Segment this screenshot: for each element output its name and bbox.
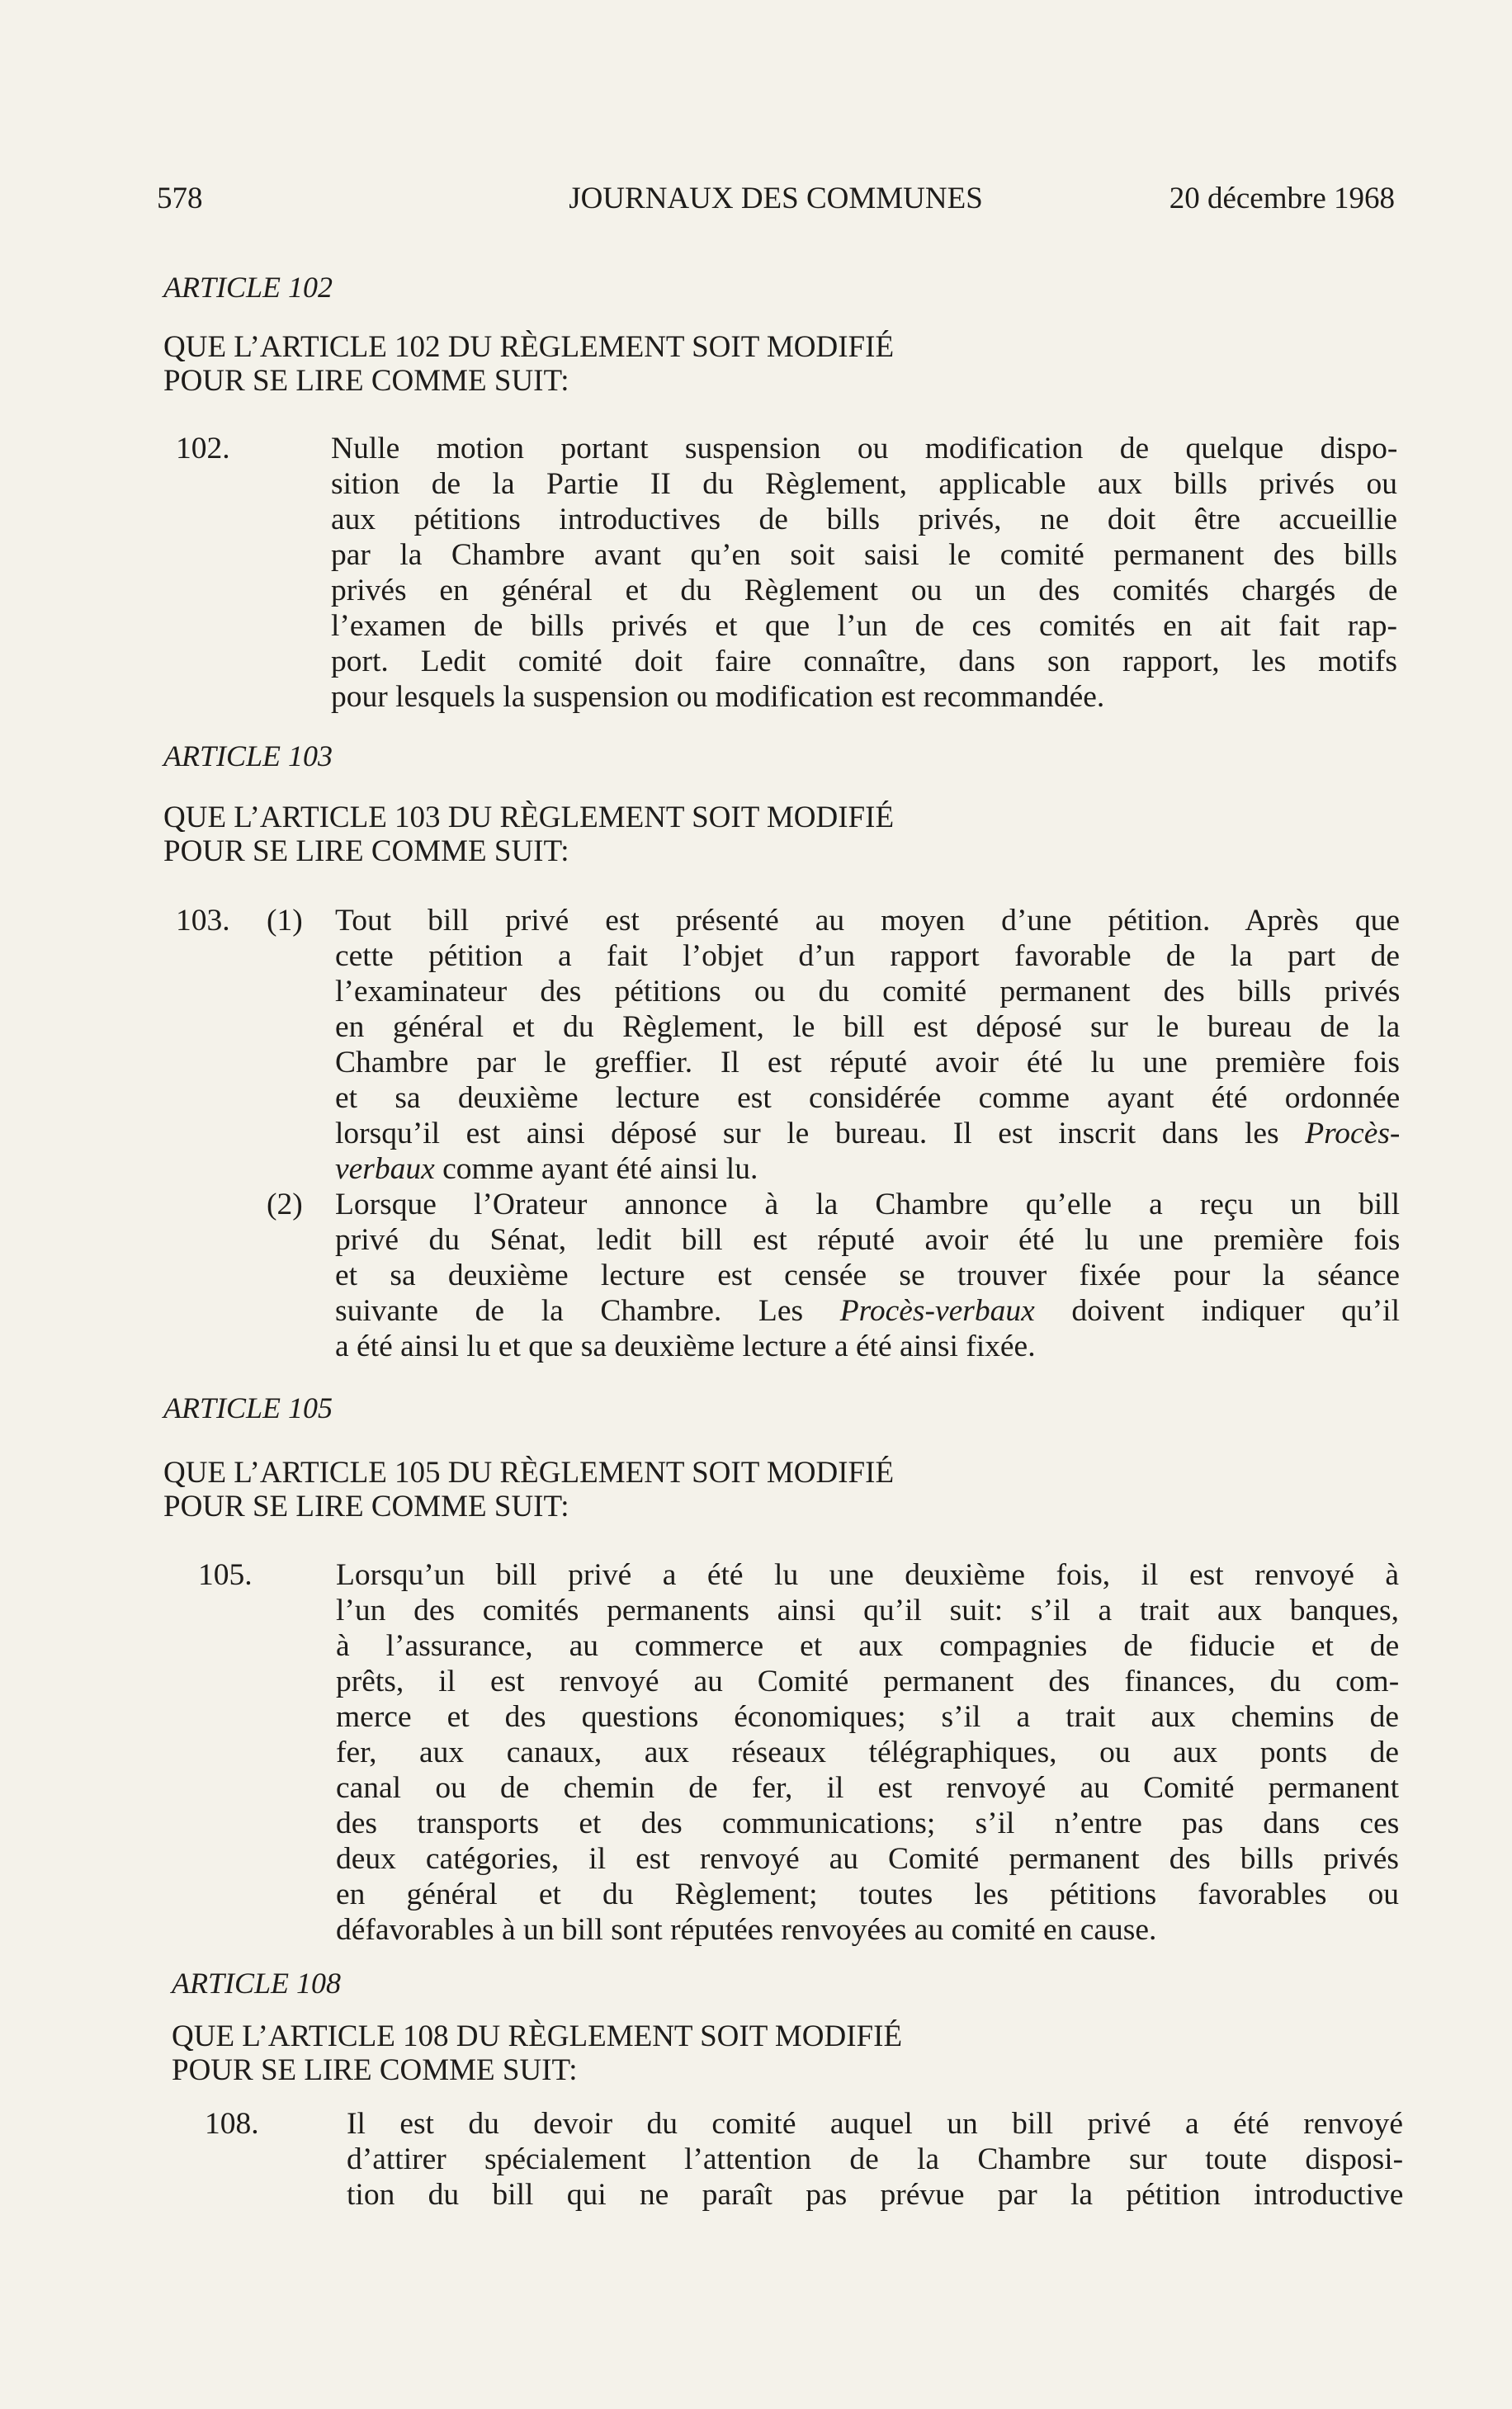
section-number: 108.: [205, 2107, 259, 2141]
resolution-line: QUE L’ARTICLE 103 DU RÈGLEMENT SOIT MODIFIÉ: [163, 801, 895, 834]
text-line: l’examinateur des pétitions ou du comité permanent des bills privés: [335, 975, 1401, 1008]
resolution-line: POUR SE LIRE COMME SUIT:: [172, 2053, 578, 2087]
section-body: [336, 1557, 1399, 1948]
section-body: [347, 2106, 1403, 2213]
text-line: en général et du Règlement; toutes les pétitions favorables ou: [336, 1878, 1399, 1911]
text-line: à l’assurance, au commerce et aux compagnies de fiducie et de: [336, 1629, 1400, 1663]
resolution-108: [172, 2019, 902, 2087]
text-line: privés en général et du Règlement ou un des comités chargés de: [331, 574, 1398, 607]
article-heading-102: ARTICLE 102: [163, 271, 333, 304]
article-heading-108: ARTICLE 108: [172, 1967, 342, 2000]
text-line: Nulle motion portant suspension ou modification de quelque dispo-: [331, 432, 1398, 465]
text-line: et sa deuxième lecture est censée se trouver fixée pour la séance: [335, 1259, 1400, 1292]
resolution-line: QUE L’ARTICLE 105 DU RÈGLEMENT SOIT MODIFIÉ: [163, 1456, 895, 1490]
text-line: pour lesquels la suspension ou modification est recommandée.: [331, 680, 1105, 714]
text-line: l’examen de bills privés et que l’un de ces comités en ait fait rap-: [331, 609, 1397, 643]
resolution-line: POUR SE LIRE COMME SUIT:: [163, 364, 569, 398]
text-line: suivante de la Chambre. Les Procès-verbaux doivent indiquer qu’il: [335, 1294, 1401, 1328]
text-line: Lorsqu’un bill privé a été lu une deuxième fois, il est renvoyé à: [336, 1558, 1399, 1592]
text-line: lorsqu’il est ainsi déposé sur le bureau. Il est inscrit dans les Procès-: [335, 1117, 1401, 1150]
article-heading-103: ARTICLE 103: [163, 739, 333, 772]
text-line: défavorables à un bill sont réputées renvoyées au comité en cause.: [336, 1913, 1157, 1947]
resolution-line: POUR SE LIRE COMME SUIT:: [163, 1490, 569, 1523]
header-date: 20 décembre 1968: [1169, 182, 1395, 215]
text-line: et sa deuxième lecture est considérée comme ayant été ordonnée: [335, 1081, 1401, 1115]
text-line: prêts, il est renvoyé au Comité permanent des finances, du com-: [336, 1665, 1400, 1698]
text-line: Il est du devoir du comité auquel un bill privé a été renvoyé: [347, 2107, 1403, 2141]
section-number: 103.: [176, 904, 230, 938]
text-line: par la Chambre avant qu’en soit saisi le comité permanent des bills: [331, 538, 1397, 572]
text-line: d’attirer spécialement l’attention de la Chambre sur toute disposi-: [347, 2142, 1404, 2176]
text-line: a été ainsi lu et que sa deuxième lecture a été ainsi fixée.: [335, 1330, 1036, 1363]
text-line: sition de la Partie II du Règlement, applicable aux bills privés ou: [331, 467, 1397, 501]
proces-verbaux-italic: Procès-: [1305, 1117, 1401, 1150]
proces-verbaux-italic: verbaux: [335, 1152, 435, 1186]
subsection-1-body: [335, 903, 1400, 1187]
section-number: 102.: [176, 432, 230, 465]
text-line: deux catégories, il est renvoyé au Comité permanent des bills privés: [336, 1842, 1399, 1876]
text-line: privé du Sénat, ledit bill est réputé avoir été lu une première fois: [335, 1223, 1401, 1257]
text-line: cette pétition a fait l’objet d’un rapport favorable de la part de: [335, 939, 1400, 973]
section-body: [331, 431, 1397, 715]
text-line: Tout bill privé est présenté au moyen d’une pétition. Après que: [335, 904, 1401, 938]
text-line: aux pétitions introductives de bills privés, ne doit être accueillie: [331, 503, 1398, 536]
text-line: fer, aux canaux, aux réseaux télégraphiques, ou aux ponts de: [336, 1736, 1399, 1769]
text-line: Chambre par le greffier. Il est réputé avoir été lu une première fois: [335, 1046, 1400, 1079]
text-line: Lorsque l’Orateur annonce à la Chambre qu’elle a reçu un bill: [335, 1188, 1400, 1221]
resolution-line: POUR SE LIRE COMME SUIT:: [163, 834, 569, 868]
resolution-line: QUE L’ARTICLE 108 DU RÈGLEMENT SOIT MODIFIÉ: [172, 2019, 903, 2053]
subsection-2-body: [335, 1187, 1400, 1364]
resolution-102: [163, 330, 894, 398]
subsection-number: (1): [267, 904, 303, 938]
text-line: tion du bill qui ne paraît pas prévue par la pétition introductive: [347, 2178, 1404, 2212]
resolution-line: QUE L’ARTICLE 102 DU RÈGLEMENT SOIT MODIFIÉ: [163, 330, 895, 364]
subsection-number: (2): [267, 1188, 303, 1221]
page-header: [157, 178, 1395, 220]
page-number: 578: [157, 182, 203, 215]
resolution-103: [163, 801, 894, 868]
article-heading-105: ARTICLE 105: [163, 1391, 333, 1424]
text-line: en général et du Règlement, le bill est déposé sur le bureau de la: [335, 1010, 1401, 1044]
text-line: des transports et des communications; s’il n’entre pas dans ces: [336, 1807, 1400, 1840]
text-line: port. Ledit comité doit faire connaître, dans son rapport, les motifs: [331, 645, 1397, 678]
text-line: merce et des questions économiques; s’il a trait aux chemins de: [336, 1700, 1399, 1734]
text-line: l’un des comités permanents ainsi qu’il suit: s’il a trait aux banques,: [336, 1594, 1399, 1627]
resolution-105: [163, 1456, 894, 1523]
text-line: verbaux comme ayant été ainsi lu.: [335, 1152, 758, 1186]
text-line: canal ou de chemin de fer, il est renvoyé au Comité permanent: [336, 1771, 1399, 1805]
journal-title: JOURNAUX DES COMMUNES: [569, 182, 983, 215]
proces-verbaux-italic: Procès-verbaux: [839, 1294, 1035, 1328]
section-number: 105.: [198, 1558, 253, 1592]
